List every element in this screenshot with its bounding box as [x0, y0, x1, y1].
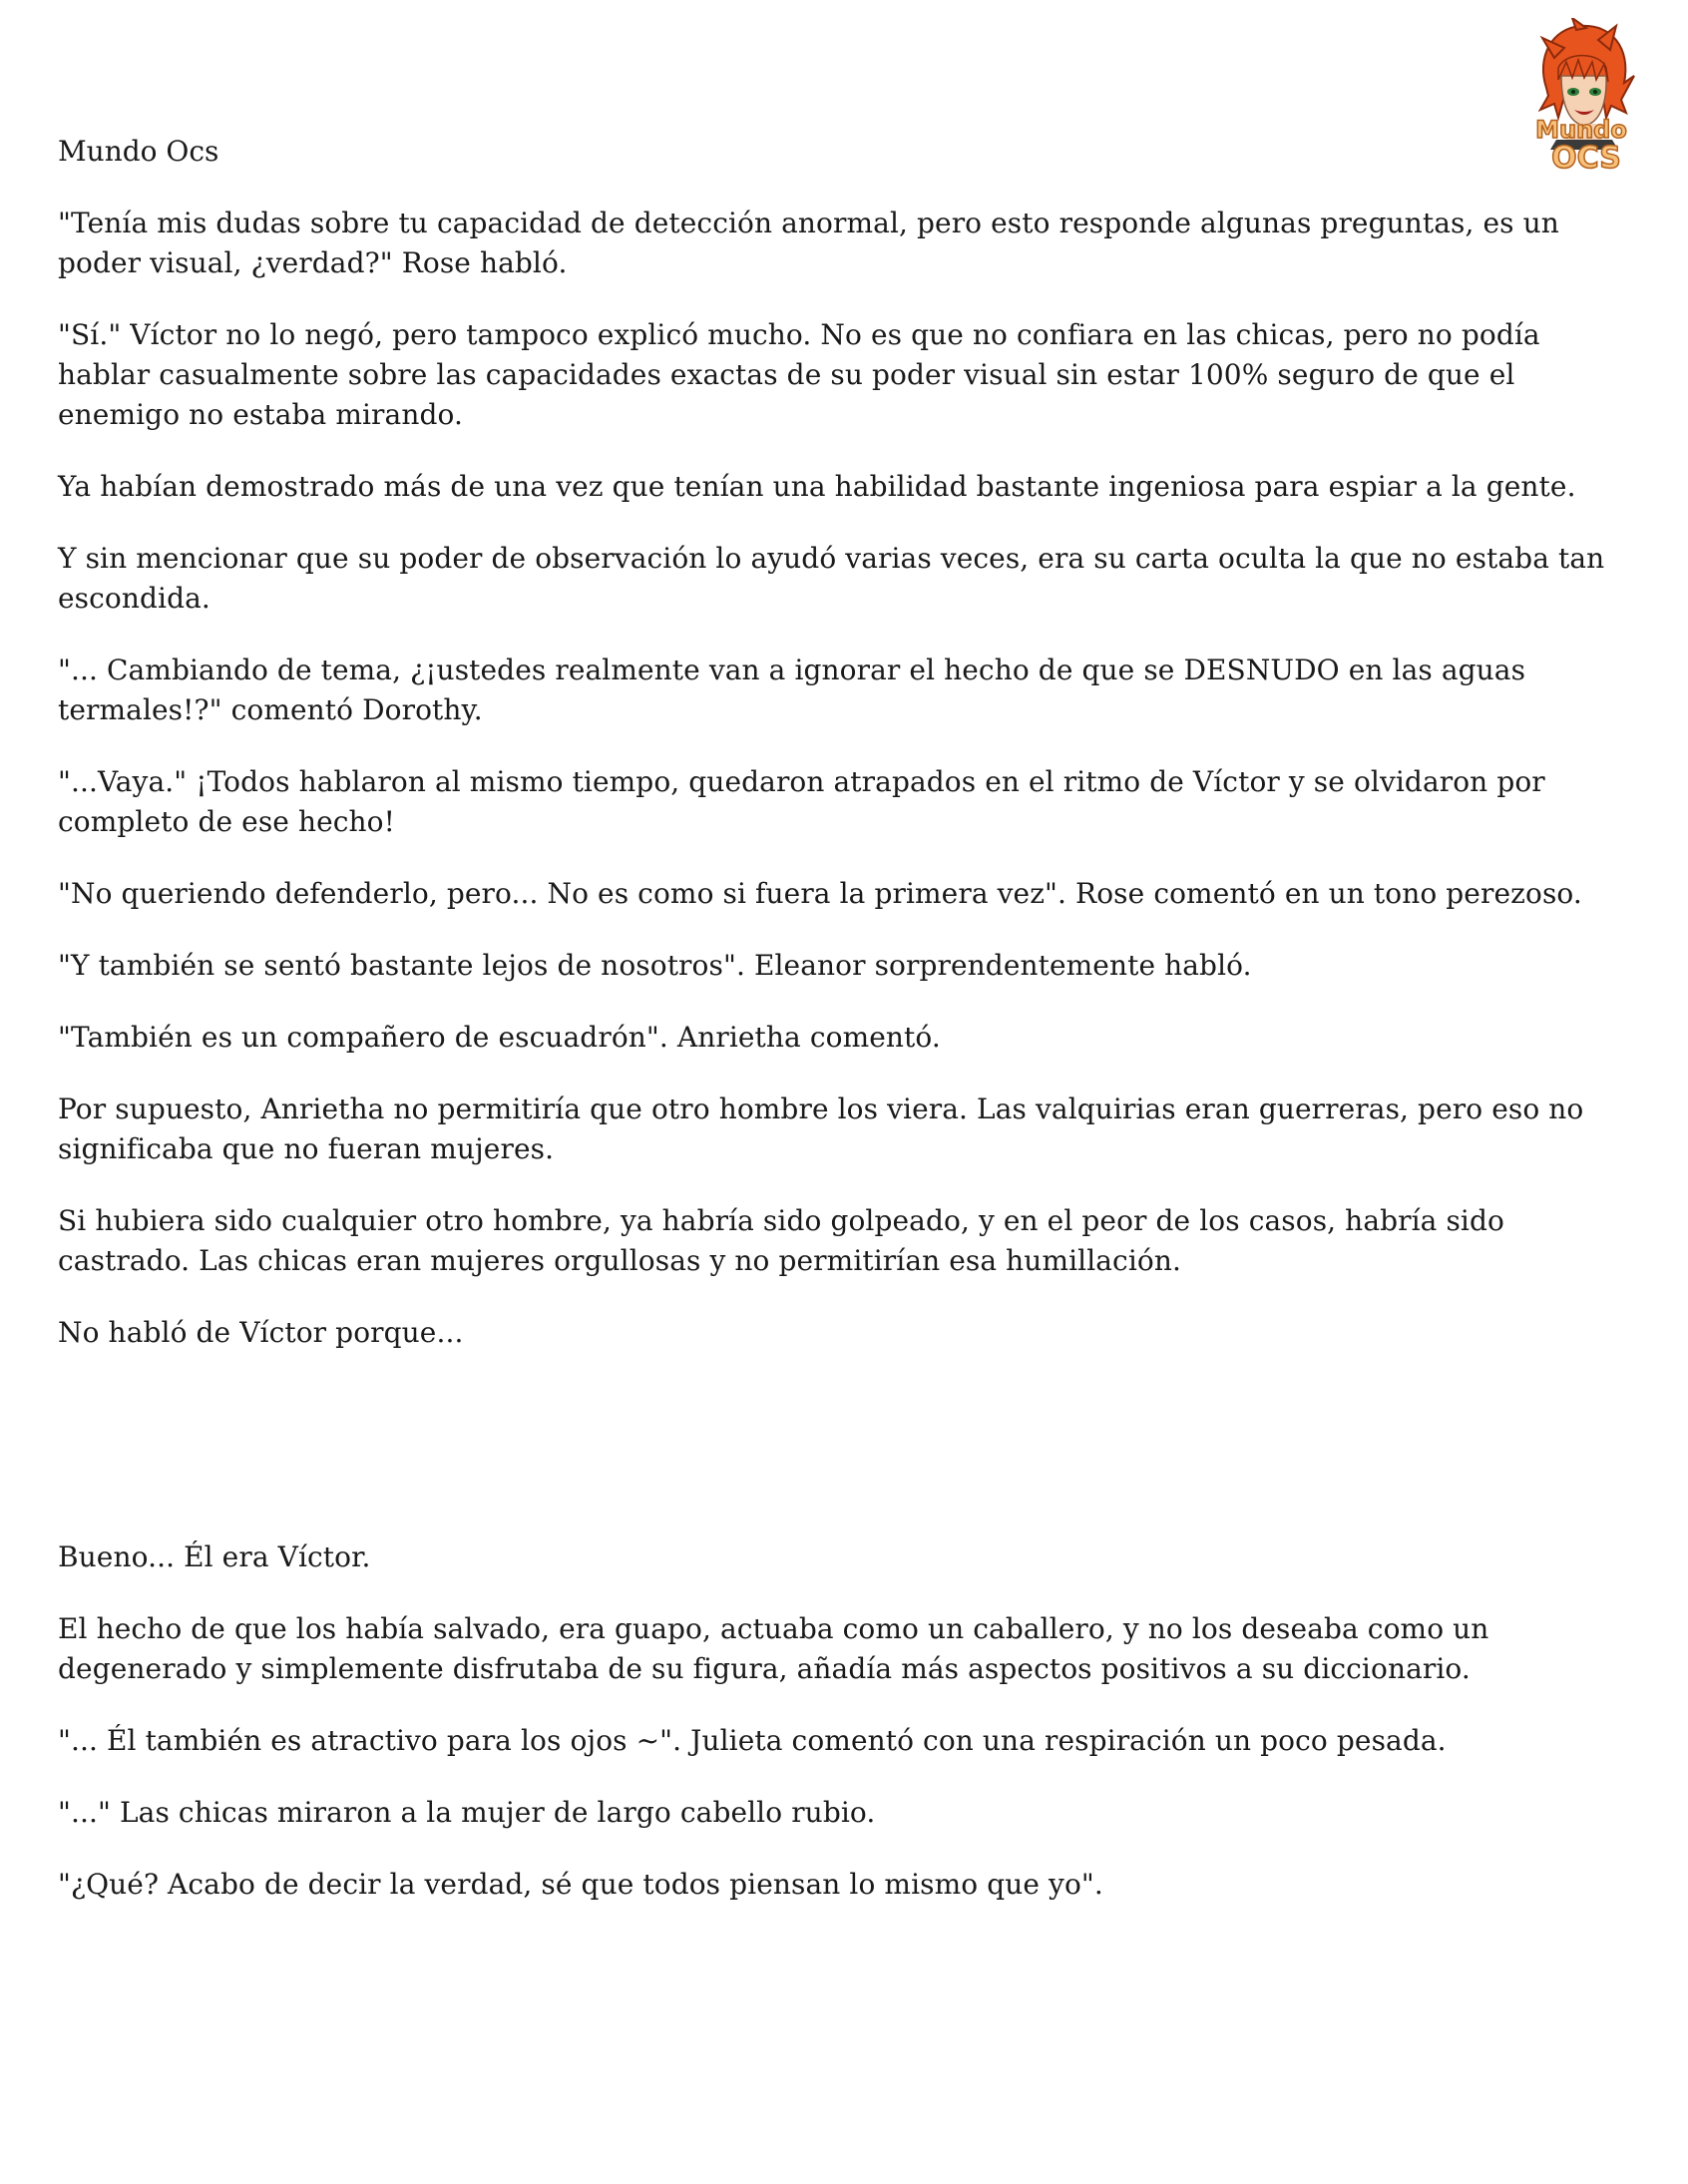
- logo-text-line2: OCS: [1551, 141, 1621, 176]
- paragraph: "...Vaya." ¡Todos hablaron al mismo tiempo, quedaron atrapados en el ritmo de Víctor y se olvidaron por completo de ese hecho!: [58, 765, 1545, 838]
- paragraph: Ya habían demostrado más de una vez que tenían una habilidad bastante ingeniosa para espiar a la gente.: [58, 470, 1576, 503]
- paragraph: El hecho de que los había salvado, era guapo, actuaba como un caballero, y no los deseaba como un degenerado y simplemente disfrutaba de su figura, añadía más aspectos positivos a su diccionario.: [58, 1612, 1489, 1685]
- logo-text-line1: Mundo: [1535, 116, 1627, 144]
- paragraph: Bueno... Él era Víctor.: [58, 1540, 371, 1573]
- paragraph: "Sí." Víctor no lo negó, pero tampoco explicó mucho. No es que no confiara en las chicas, pero no podía hablar casualmente sobre las capacidades exactas de su poder visual sin estar 100% seguro de que el enemigo no estaba mirando.: [58, 318, 1540, 431]
- paragraph: No habló de Víctor porque...: [58, 1316, 464, 1349]
- paragraph: Si hubiera sido cualquier otro hombre, ya habría sido golpeado, y en el peor de los casos, habría sido castrado. Las chicas eran mujeres orgullosas y no permitirían esa humillación.: [58, 1204, 1504, 1277]
- document-header: Mundo Ocs: [58, 135, 219, 168]
- text-section-one: [58, 204, 1636, 1385]
- mundo-ocs-logo: [1506, 18, 1656, 178]
- text-section-two: [58, 1537, 1636, 1937]
- paragraph: Por supuesto, Anrietha no permitiría que otro hombre los viera. Las valquirias eran guerreras, pero eso no significaba que no fueran mujeres.: [58, 1092, 1584, 1165]
- paragraph: "No queriendo defenderlo, pero... No es como si fuera la primera vez". Rose comentó en un tono perezoso.: [58, 877, 1582, 910]
- paragraph: "Y también se sentó bastante lejos de nosotros". Eleanor sorprendentemente habló.: [58, 949, 1252, 982]
- paragraph: "... Él también es atractivo para los ojos ~". Julieta comentó con una respiración un poco pesada.: [58, 1724, 1447, 1757]
- paragraph: "... Cambiando de tema, ¿¡ustedes realmente van a ignorar el hecho de que se DESNUDO en las aguas termales!?" comentó Dorothy.: [58, 654, 1526, 726]
- paragraph: "¿Qué? Acabo de decir la verdad, sé que todos piensan lo mismo que yo".: [58, 1868, 1103, 1901]
- paragraph: "..." Las chicas miraron a la mujer de largo cabello rubio.: [58, 1796, 876, 1829]
- paragraph: "Tenía mis dudas sobre tu capacidad de detección anormal, pero esto responde algunas preguntas, es un poder visual, ¿verdad?" Rose habló.: [58, 207, 1559, 279]
- paragraph: "También es un compañero de escuadrón". Anrietha comentó.: [58, 1021, 941, 1054]
- paragraph: Y sin mencionar que su poder de observación lo ayudó varias veces, era su carta oculta la que no estaba tan escondida.: [58, 542, 1605, 615]
